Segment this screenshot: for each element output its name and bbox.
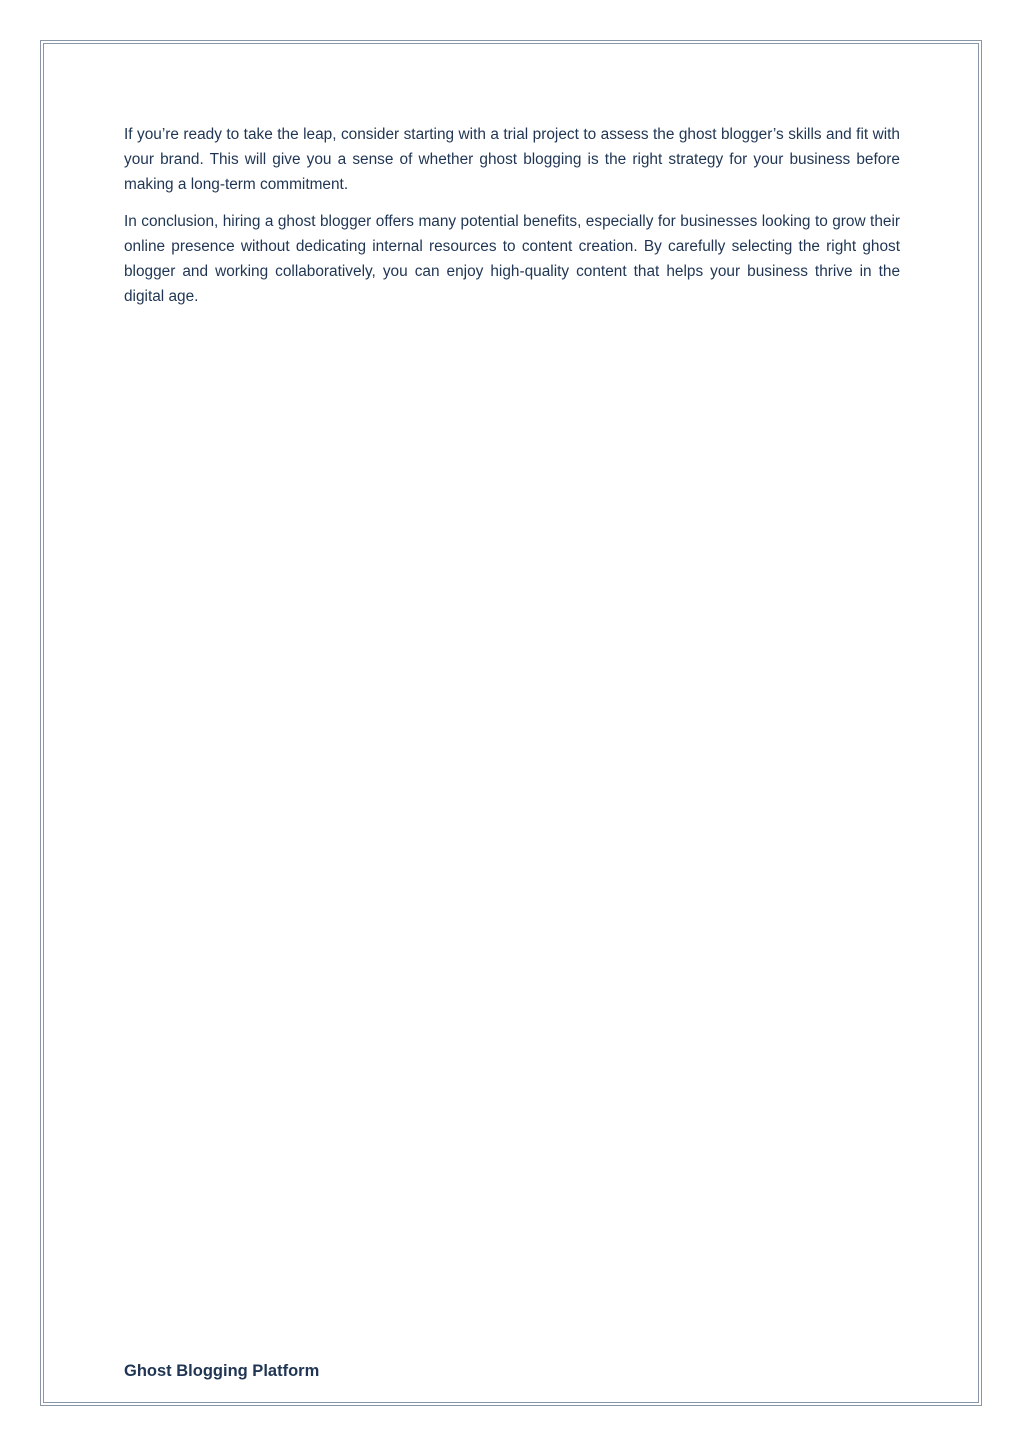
document-body: [124, 122, 900, 321]
paragraph-conclusion: In conclusion, hiring a ghost blogger offers many potential benefits, especially for businesses looking to grow their online presence without dedicating internal resources to content creation. By carefully selecting the right ghost blogger and working collaboratively, you can enjoy high-quality content that helps your business thrive in the digital age.: [124, 213, 900, 305]
paragraph-trial-project: If you’re ready to take the leap, consider starting with a trial project to assess the ghost blogger’s skills and fit with your brand. This will give you a sense of whether ghost blogging is the right strategy for your business before making a long-term commitment.: [124, 126, 900, 193]
footer-platform-name: Ghost Blogging Platform: [124, 1362, 320, 1380]
